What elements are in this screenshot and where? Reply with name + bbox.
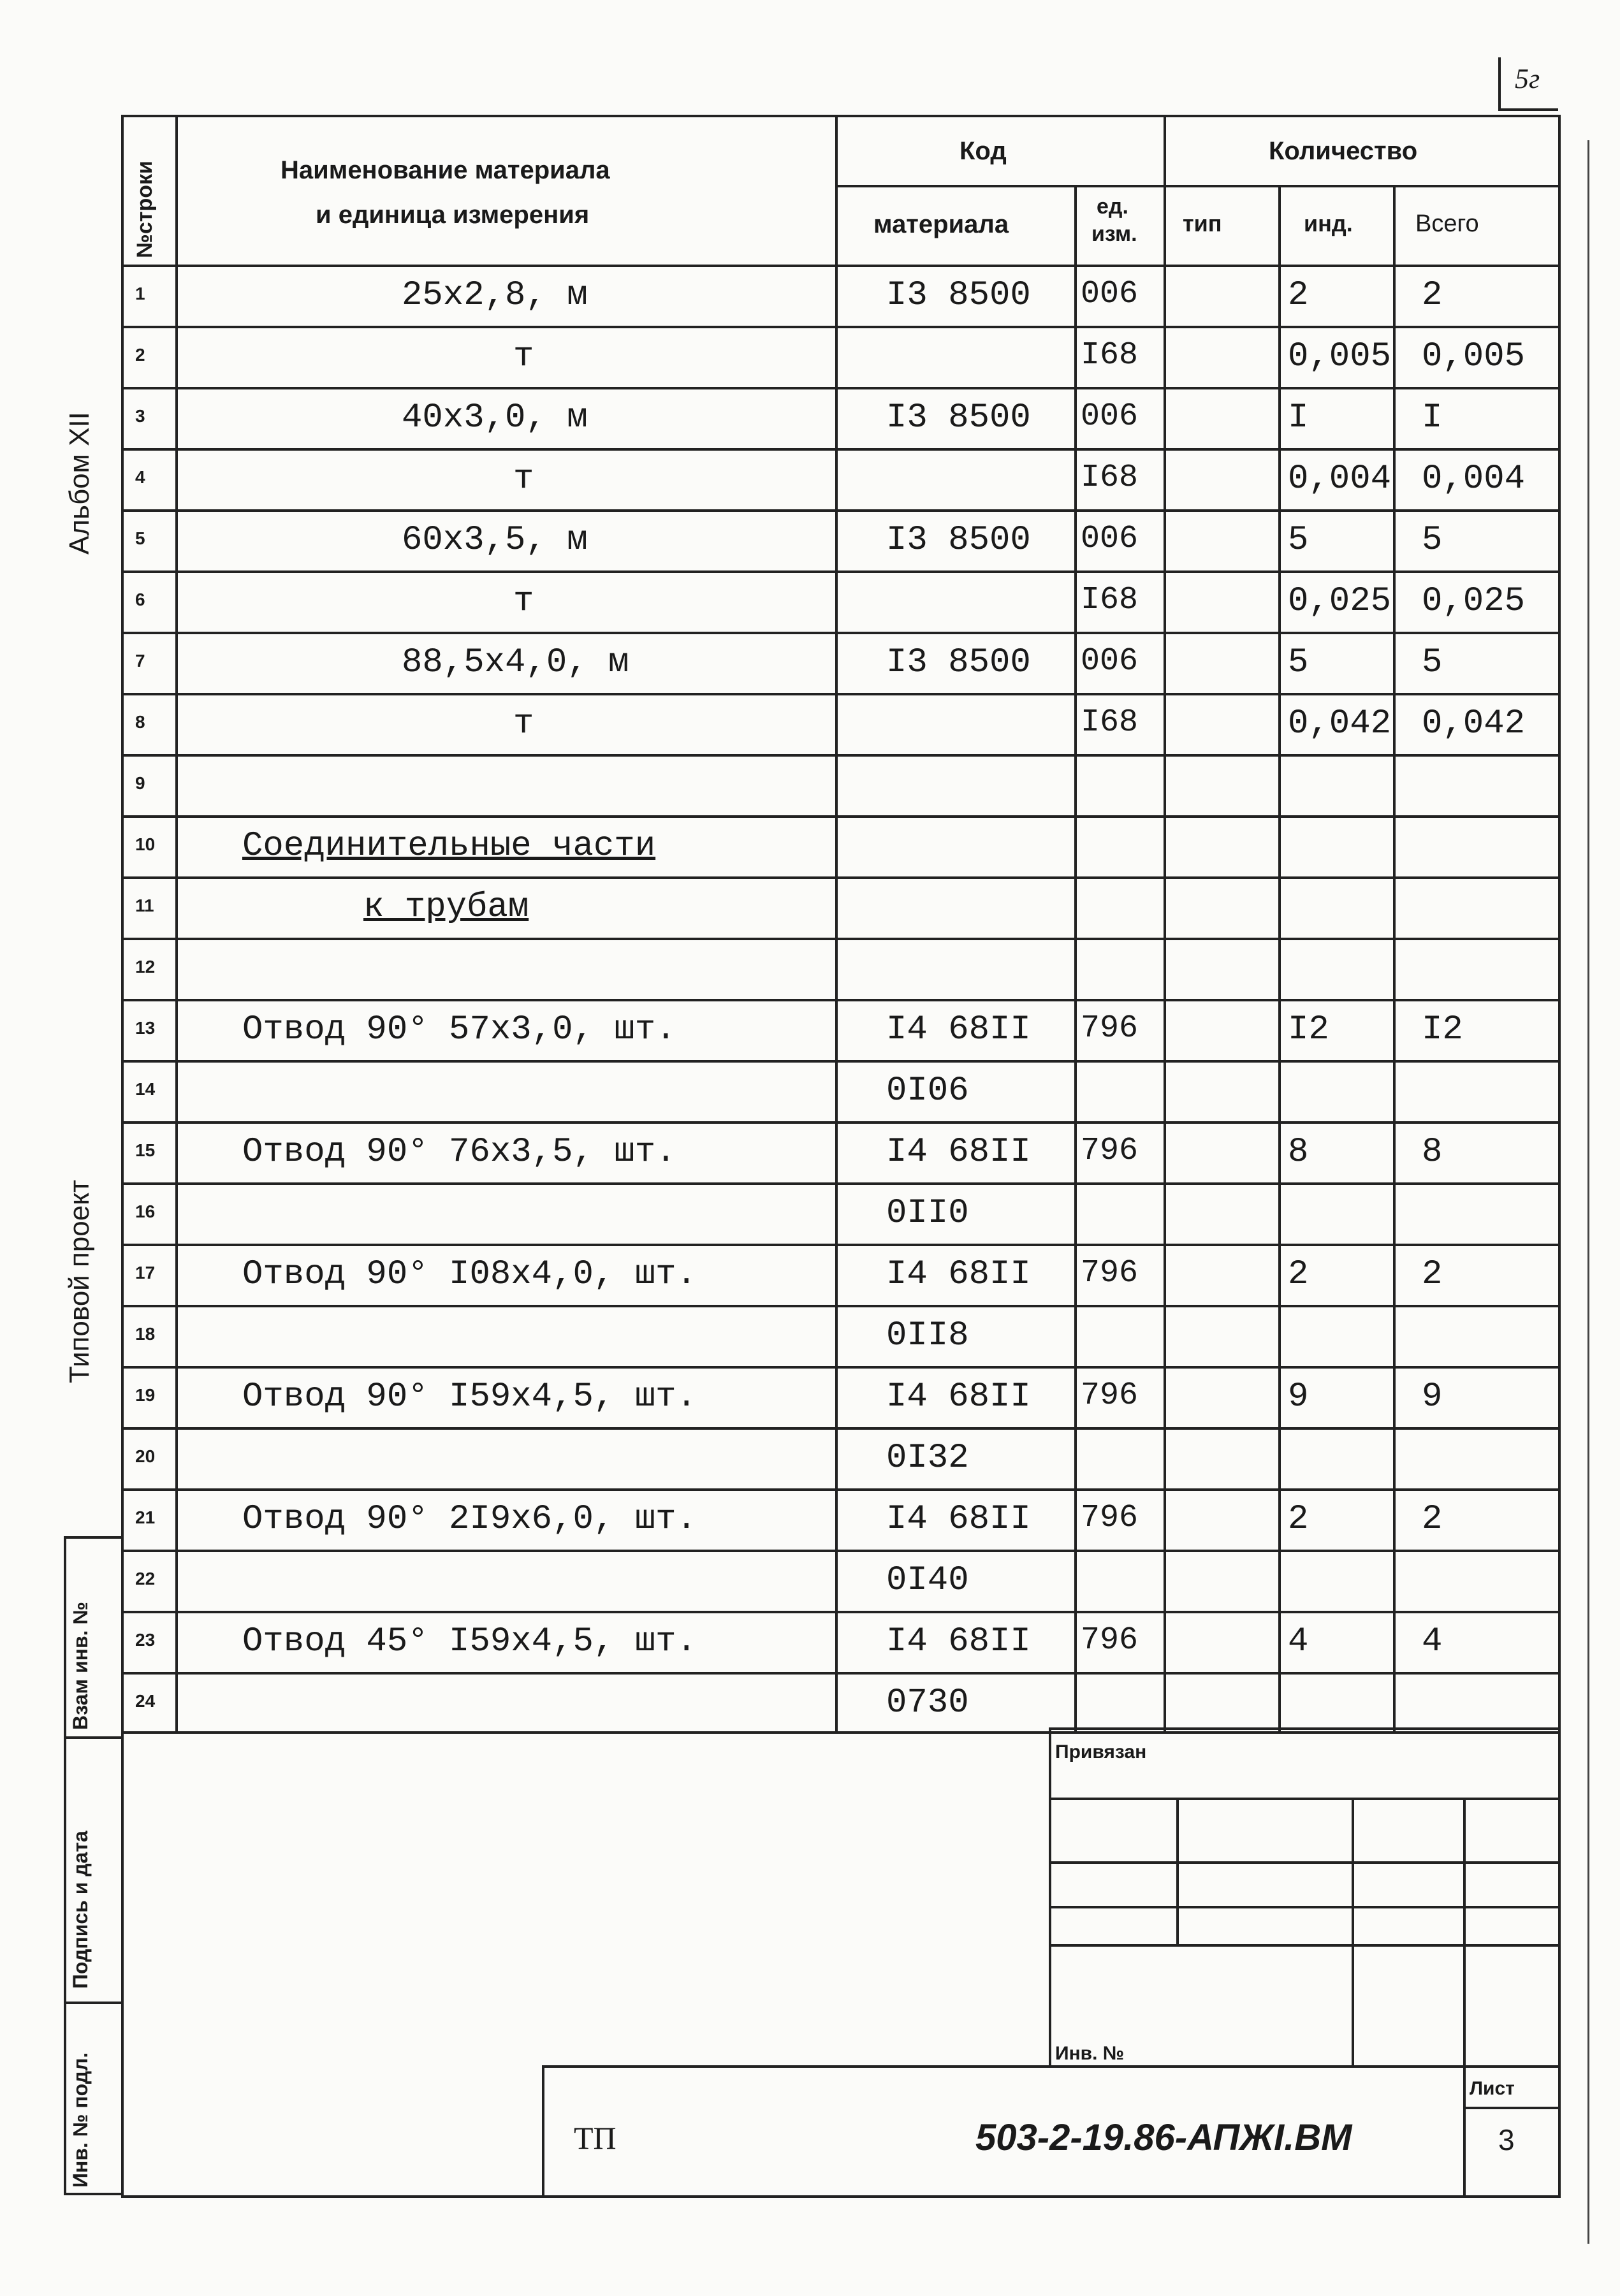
row-number: 21 — [135, 1508, 156, 1527]
header-quantity: Количество — [1269, 137, 1418, 165]
material-code: 0I06 — [886, 1072, 969, 1110]
row-number: 12 — [135, 957, 156, 977]
row-number: 23 — [135, 1630, 156, 1650]
row-number: 11 — [135, 896, 154, 915]
header-row-no: №строки — [133, 161, 157, 258]
table-row — [121, 1305, 1558, 1366]
right-edge-line — [1587, 140, 1589, 2244]
table-row — [121, 754, 1558, 815]
row-number: 19 — [135, 1385, 156, 1405]
qty-total: I — [1422, 398, 1443, 437]
material-code: 0730 — [886, 1683, 969, 1722]
table-row — [121, 509, 1558, 570]
qty-total: 8 — [1422, 1133, 1443, 1172]
unit-code: 796 — [1081, 1133, 1139, 1169]
table-row — [121, 1488, 1558, 1550]
row-number: 4 — [135, 467, 145, 487]
row-number: 3 — [135, 406, 145, 426]
qty-total: I2 — [1422, 1010, 1463, 1049]
margin-label-vzam: Взам инв. № — [69, 1601, 92, 1730]
header-type: тип — [1183, 210, 1222, 236]
material-name: т — [513, 582, 534, 621]
unit-code: 006 — [1081, 276, 1139, 312]
unit-code: I68 — [1081, 704, 1139, 741]
qty-ind: 5 — [1288, 521, 1309, 560]
row-number: 7 — [135, 651, 145, 671]
qty-ind: 0,005 — [1288, 337, 1392, 376]
qty-ind: 0,042 — [1288, 704, 1392, 743]
row-number: 14 — [135, 1079, 156, 1099]
qty-ind: 2 — [1288, 276, 1309, 315]
table-row — [121, 632, 1558, 693]
material-name: Отвод 90° 2I9x6,0, шт. — [242, 1500, 697, 1539]
row-number: 15 — [135, 1140, 156, 1160]
unit-code: 796 — [1081, 1010, 1139, 1047]
row-number: 10 — [135, 834, 156, 854]
material-name: Отвод 90° I59x4,5, шт. — [242, 1377, 697, 1416]
table-row — [121, 876, 1558, 938]
qty-ind: 8 — [1288, 1133, 1309, 1172]
header-unit-1: ед. — [1097, 194, 1128, 219]
material-name: т — [513, 337, 534, 376]
material-code: 0II8 — [886, 1316, 969, 1355]
row-number: 13 — [135, 1018, 156, 1038]
side-label-project: Типовой проект — [64, 1179, 95, 1383]
margin-label-inv-podl: Инв. № подл. — [69, 2052, 92, 2188]
margin-box-podpis — [64, 1734, 124, 2004]
side-label-album: Альбом XII — [64, 412, 95, 555]
qty-ind: 2 — [1288, 1500, 1309, 1539]
qty-ind: 0,025 — [1288, 582, 1392, 621]
stamp-sheet-label: Лист — [1470, 2078, 1515, 2099]
material-name: т — [513, 460, 534, 498]
material-name: Отвод 45° I59x4,5, шт. — [242, 1622, 697, 1661]
row-number: 22 — [135, 1569, 156, 1588]
margin-box-inv-podl — [64, 2002, 124, 2195]
qty-ind: 5 — [1288, 643, 1309, 682]
row-number: 1 — [135, 284, 145, 303]
row-number: 18 — [135, 1324, 156, 1344]
qty-ind: 9 — [1288, 1377, 1309, 1416]
table-row — [121, 1550, 1558, 1611]
material-name: Отвод 90° 76x3,5, шт. — [242, 1133, 676, 1172]
qty-total: 0,025 — [1422, 582, 1526, 621]
row-number: 8 — [135, 712, 145, 732]
qty-total: 5 — [1422, 643, 1443, 682]
material-code: 0I40 — [886, 1561, 969, 1600]
table-row — [121, 326, 1558, 387]
materials-table — [121, 115, 1558, 1734]
table-row — [121, 448, 1558, 509]
material-code: I4 68II — [886, 1133, 1031, 1172]
row-number: 2 — [135, 345, 145, 365]
title-block — [542, 1727, 1558, 2195]
material-name: 40x3,0, м — [402, 398, 588, 437]
qty-total: 0,005 — [1422, 337, 1526, 376]
material-code: I3 8500 — [886, 276, 1031, 315]
header-name-line2: и единица измерения — [316, 201, 590, 229]
table-row — [121, 265, 1558, 326]
table-row — [121, 1060, 1558, 1121]
stamp-privyazan: Привязан — [1055, 1741, 1147, 1762]
stamp-inv-no: Инв. № — [1055, 2043, 1125, 2064]
header-ind: инд. — [1304, 210, 1353, 236]
qty-total: 0,004 — [1422, 460, 1526, 498]
material-name: Отвод 90° 57x3,0, шт. — [242, 1010, 676, 1049]
unit-code: 006 — [1081, 521, 1139, 557]
stamp-doc-code: 503-2-19.86-АПЖI.ВМ — [975, 2117, 1352, 2158]
unit-code: 006 — [1081, 398, 1139, 435]
material-name: к трубам — [363, 888, 529, 927]
qty-total: 0,042 — [1422, 704, 1526, 743]
material-name: 25x2,8, м — [402, 276, 588, 315]
material-code: I3 8500 — [886, 398, 1031, 437]
unit-code: I68 — [1081, 460, 1139, 496]
material-name: Отвод 90° I08x4,0, шт. — [242, 1255, 697, 1294]
row-number: 20 — [135, 1446, 156, 1466]
material-code: I4 68II — [886, 1377, 1031, 1416]
material-code: I4 68II — [886, 1622, 1031, 1661]
header-unit-2: изм. — [1091, 222, 1137, 246]
table-row — [121, 1672, 1558, 1733]
unit-code: I68 — [1081, 582, 1139, 618]
qty-ind: 0,004 — [1288, 460, 1392, 498]
table-row — [121, 999, 1558, 1060]
material-code: 0II0 — [886, 1194, 969, 1233]
margin-label-podpis: Подпись и дата — [69, 1831, 92, 1989]
row-number: 9 — [135, 773, 145, 793]
row-number: 24 — [135, 1691, 156, 1711]
table-row — [121, 1427, 1558, 1488]
unit-code: 796 — [1081, 1255, 1139, 1291]
unit-code: 796 — [1081, 1377, 1139, 1414]
unit-code: I68 — [1081, 337, 1139, 374]
table-row — [121, 693, 1558, 754]
material-name: т — [513, 704, 534, 743]
material-code: I3 8500 — [886, 521, 1031, 560]
table-row — [121, 1611, 1558, 1672]
row-number: 5 — [135, 528, 145, 548]
material-code: 0I32 — [886, 1439, 969, 1478]
material-code: I4 68II — [886, 1010, 1031, 1049]
corner-mark — [1498, 57, 1558, 111]
stamp-tp: ТП — [574, 2120, 617, 2156]
material-code: I3 8500 — [886, 643, 1031, 682]
material-name: 60x3,5, м — [402, 521, 588, 560]
unit-code: 796 — [1081, 1500, 1139, 1536]
qty-ind: I2 — [1288, 1010, 1329, 1049]
stamp-sheet-no: 3 — [1498, 2123, 1515, 2156]
material-code: I4 68II — [886, 1500, 1031, 1539]
qty-total: 9 — [1422, 1377, 1443, 1416]
qty-ind: I — [1288, 398, 1309, 437]
table-row — [121, 1366, 1558, 1427]
qty-ind: 4 — [1288, 1622, 1309, 1661]
qty-total: 2 — [1422, 276, 1443, 315]
table-row — [121, 570, 1558, 632]
header-total: Всего — [1415, 210, 1479, 237]
header-name: Наименование материала — [281, 156, 610, 184]
table-row — [121, 1244, 1558, 1305]
unit-code: 796 — [1081, 1622, 1139, 1659]
qty-ind: 2 — [1288, 1255, 1309, 1294]
row-number: 6 — [135, 590, 145, 609]
header-material: материала — [873, 210, 1009, 238]
material-name: Соединительные части — [242, 827, 656, 866]
corner-mark-text: 5г — [1515, 63, 1540, 94]
row-number: 17 — [135, 1263, 156, 1282]
table-row — [121, 1182, 1558, 1244]
margin-box-vzam — [64, 1536, 124, 1739]
qty-total: 2 — [1422, 1255, 1443, 1294]
qty-total: 5 — [1422, 521, 1443, 560]
table-row — [121, 938, 1558, 999]
header-code: Код — [960, 137, 1007, 165]
material-code: I4 68II — [886, 1255, 1031, 1294]
table-row — [121, 815, 1558, 876]
unit-code: 006 — [1081, 643, 1139, 679]
qty-total: 2 — [1422, 1500, 1443, 1539]
row-number: 16 — [135, 1202, 156, 1221]
table-row — [121, 387, 1558, 448]
material-name: 88,5x4,0, м — [402, 643, 629, 682]
qty-total: 4 — [1422, 1622, 1443, 1661]
table-row — [121, 1121, 1558, 1182]
